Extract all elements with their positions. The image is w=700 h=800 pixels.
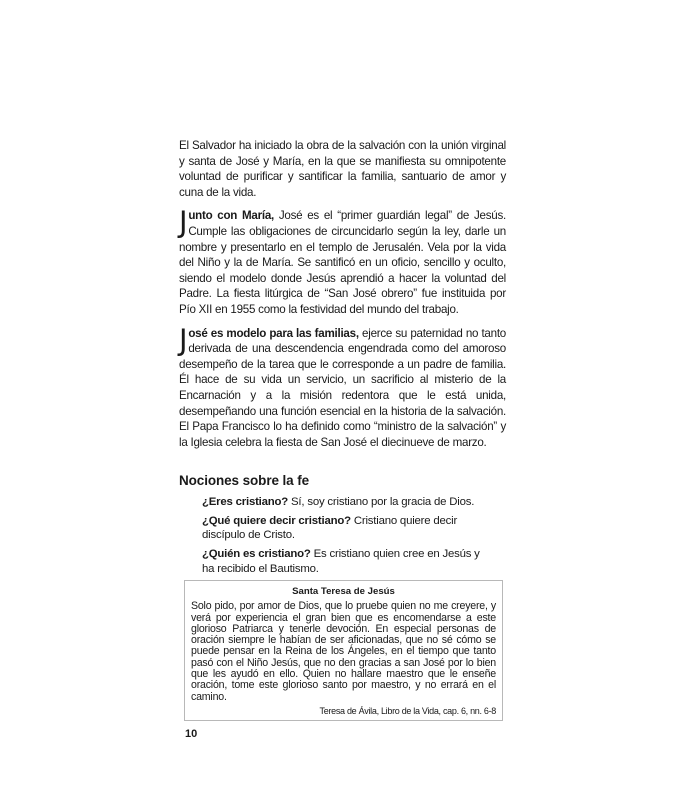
quote-text: Solo pido, por amor de Dios, que lo pruebe quien no me creyere, y verá por experiencia el gran bien que es encomendarse a este glorioso Patriarca y tenerle devoción. En especial personas de oración siempre le habían de ser aficionadas, que no sé cómo se puede pensar en la Reina de los Ángeles, en el tiempo que tanto pasó con el Niño Jesús, que no den gracias a san José por lo bien que les ayudó en ello. Quien no hallare maestro que le enseñe oración, tome este glorioso santo por maestro, y no errará en el camino. [191,600,496,703]
intro-paragraph: El Salvador ha iniciado la obra de la salvación con la unión virginal y santa de José y María, en la que se manifiesta su omnipotente voluntad de purificar y santificar la familia, santuario de amor y cuna de la vida. [179,139,506,199]
quote-source: Teresa de Ávila, Libro de la Vida, cap. 6, nn. 6-8 [319,705,496,716]
paragraph-text: ejerce su paternidad no tanto derivada de una descendencia engendrada como del amoroso desempeño de la tarea que le corresponde a un padre de familia. Él hace de su vida un servicio, un sacrificio al misterio de la Encarnación y a la misión redentora que le está unida, desempeñando una función esencial en la historia de la salvación. El Papa Francisco lo ha definido como “ministro de la salvación” y la Iglesia celebra la fiesta de San José el diecinueve de marzo. [179,326,506,449]
drop-cap: J [179,205,188,240]
qa-list [202,495,482,576]
paragraph-text: José es el “primer guardián legal” de Jesús. Cumple las obligaciones de circuncidarlo según la ley, darle un nombre y presentarlo en el templo de Jerusalén. Vela por la vida del Niño y la de María. Se santificó en un oficio, sencillo y oculto, siendo el modelo donde Jesús aprendió a hacer la voluntad del Padre. La fiesta litúrgica de “San José obrero” fue instituida por Pío XII en 1955 como la festividad del mundo del trabajo. [179,209,506,316]
paragraph-lead: unto con María, [188,209,275,223]
section-heading: Nociones sobre la fe [179,473,310,489]
drop-cap: J [179,322,188,357]
qa-answer: Es cristiano quien cree en Jesús y ha recibido el Bautismo. [202,548,480,575]
quote-box [184,580,503,721]
qa-item [202,547,482,576]
qa-question: ¿Quién es cristiano? [202,548,311,561]
qa-question: ¿Eres cristiano? [202,496,289,509]
qa-item [202,495,482,510]
qa-question: ¿Qué quiere decir cristiano? [202,514,351,527]
page-number: 10 [185,727,198,740]
page-content [179,0,506,741]
qa-answer: Sí, soy cristiano por la gracia de Dios. [288,496,475,509]
paragraph-jose-modelo [179,322,506,451]
qa-item [202,514,482,543]
paragraph-lead: osé es modelo para las familias, [188,326,359,340]
qa-answer: Cristiano quiere decir discípulo de Cristo. [202,514,458,542]
quote-title: Santa Teresa de Jesús [292,586,395,598]
paragraph-junto-con-maria [179,205,506,317]
